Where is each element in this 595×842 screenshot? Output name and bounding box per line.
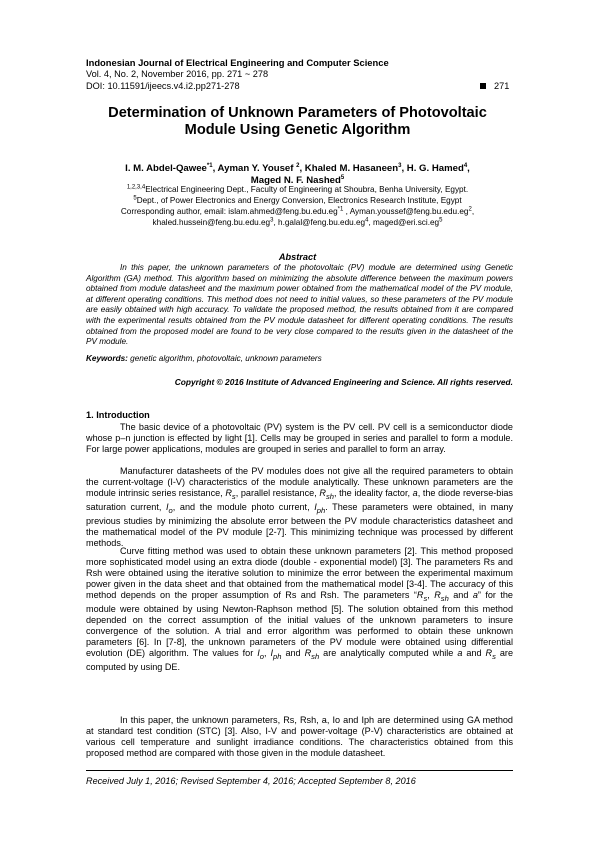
var-symbol: R [225,488,232,499]
journal-name: Indonesian Journal of Electrical Engineering and Computer Science [86,57,389,68]
email-text[interactable]: Corresponding author, email: islam.ahmed@feng.bu.edu.eg [120,207,338,216]
variable [166,501,173,515]
email-sup: 4 [365,217,369,224]
abstract-heading: Abstract [278,252,317,262]
affiliation-text: Dept., of Power Electronics and Energy Conversion, Electronics Research Institute, Egypt [136,196,462,205]
abstract-text: In this paper, the unknown parameters of the photovoltaic (PV) module are determined using Genetic Algorithm (GA) method. This algorithm based on minimizing the absolute difference between the maximum powers obtained from module datasheet and the maximum power obtained from the mathematical model of the PV module, at different operating conditions. This method does not need to initial values, so these parameters of the PV module are easily obtained with high accuracy. To validate the proposed method, the results obtained from it are compared with the experimental results obtained from the PV module datasheet for different operating conditions. The results obtained from the proposed model are found to be very close compared to the results given in the datasheet of the PV module. [86,263,513,347]
author-name: , H. G. Hamed [401,163,464,174]
title-line-1: Determination of Unknown Parameters of Photovoltaic [108,105,487,121]
variable [416,590,428,603]
paragraph-1: The basic device of a photovoltaic (PV) system is the PV cell. PV cell is a semiconductor diode whose p–n junction is effected by light [1]. Cells may be grouped in series and parallel to form a module. For large power applications, modules are grouped in series and parallel to form an array. [86,422,513,455]
title-line-2: Module Using Genetic Algorithm [184,122,411,138]
variable [304,648,320,662]
var-subscript: sh [311,652,320,662]
copyright-notice: Copyright © 2016 Institute of Advanced Engineering and Science. All rights reserved. [174,377,513,387]
author-sup: 4 [463,162,468,169]
author-separator: , [467,163,470,174]
corresponding-author-line-1 [60,207,535,217]
section-heading: 1. Introduction [86,410,150,420]
author-name: , Ayman Y. Yousef [212,163,294,174]
var-subscript: sh [325,491,334,501]
var-symbol: R [319,488,326,499]
var-subscript: o [168,505,173,515]
author-sup: 3 [398,162,402,169]
variable [485,648,496,662]
author-name: Maged N. F. Nashed [250,175,341,186]
email-sup: 2 [468,206,472,213]
affiliation-2 [60,196,535,206]
var-symbol: R [485,648,493,659]
email-text[interactable]: , Ayman.youssef@feng.bu.edu.eg [343,207,469,216]
affiliation-text: Electrical Engineering Dept., Faculty of Engineering at Shoubra, Benha University, Egypt. [145,185,469,194]
var-symbol: I [166,501,169,512]
email-text[interactable]: , maged@eri.sci.eg [368,218,440,227]
var-symbol: I [270,648,274,659]
text-run: , the diode reverse-bias saturation current, [86,488,513,512]
variable [314,501,326,515]
variable: a [457,648,463,659]
text-run: , [264,648,271,659]
keywords [86,354,322,363]
variable [225,488,236,501]
var-symbol: I [257,648,260,659]
keywords-label: Keywords: [86,354,128,363]
volume-info: Vol. 4, No. 2, November 2016, pp. 271 ~ 278 [86,69,269,79]
email-sup: 3 [270,217,274,224]
text-run: and [448,590,473,601]
corresponding-author-line-2 [60,218,535,228]
variable: a [472,590,478,601]
var-symbol: R [304,648,312,659]
paper-title [60,105,535,139]
footer-divider [86,770,513,771]
var-symbol: R [416,590,424,601]
text-run: are analytically computed while [319,648,458,659]
paragraph-2 [86,466,513,549]
keywords-text: genetic algorithm, photovoltaic, unknown parameters [127,354,322,363]
text-run: and [462,648,486,659]
author-line-1 [60,163,535,175]
square-bullet-icon [480,83,486,89]
email-sup: 5 [439,217,443,224]
author-sup: 2 [296,162,300,169]
var-subscript: s [423,594,428,603]
email-text[interactable]: , h.galal@feng.bu.edu.eg [273,218,366,227]
text-run: Manufacturer datasheets of the PV modules does not give all the required parameters to obtain the current-voltage (I-V) characteristics of the module analytically. These unknown parameters are the module intrinsic series resistance, [86,466,513,499]
var-subscript: o [259,652,264,662]
text-run: are computed by using DE. [86,648,514,673]
doi-link[interactable]: DOI: 10.11591/ijeecs.v4.i2.pp271-278 [86,81,240,91]
email-separator: , [471,207,475,216]
author-name: , Khaled M. Hasaneen [299,163,399,174]
page-number: 271 [494,81,510,91]
var-subscript: ph [316,505,326,515]
text-run: , [427,590,435,601]
text-run: , and the module photo current, [172,501,315,512]
email-text[interactable]: khaled.hussein@feng.bu.edu.eg [152,218,271,227]
paragraph-4: In this paper, the unknown parameters, Rs, Rsh, a, Io and Iph are determined using GA method at standard test condition (STC) [3]. Also, I-V and power-voltage (P-V) characteristics are obtained at various cell temperature and sunlight irradiance conditions. The characteristics obtained from this proposed method are compared with those given in the module datasheet. [86,715,513,759]
var-subscript: s [492,652,496,662]
affiliation-1 [60,185,535,195]
affiliation-sup: 1,2,3,4 [126,184,146,191]
paragraph-3 [86,546,513,673]
var-subscript: s [231,491,236,501]
variable [270,648,282,662]
text-run: ” for the module were obtained by using Newton-Raphson method [5]. The solution obtained from this method depended on the correct assumption of the initial values of the unknown parameters to insure convergence of the solution. A trial and error algorithm was performed to obtain these unknown parameters [6]. In [7-8], the unknown parameters of the PV module were obtained using differential evolution (DE) algorithm. The values for [86,590,513,659]
var-symbol: R [434,590,441,601]
affiliation-sup: 5 [133,195,137,202]
text-run: , the ideality factor, [333,488,413,499]
author-name: I. M. Abdel-Qawee [125,163,207,174]
var-subscript: sh [440,594,449,603]
text-run: Curve fitting method was used to obtain these unknown parameters [2]. This method proposed more sophisticated model using an extra diode (double - exponential model) [3]. The parameters Rs and Rsh were obtained using the iterative solution to minimize the error between the experimental maximum power given in the data sheet and that obtained from the mathematical model [3-4]. The accuracy of this method depends on the proper assumption of Rs and Rsh. The parameters “ [86,546,513,601]
variable [319,488,334,501]
received-dates: Received July 1, 2016; Revised September 4, 2016; Accepted September 8, 2016 [86,776,416,786]
var-subscript: ph [273,652,282,662]
var-symbol: I [314,501,317,512]
author-sup: 5 [340,174,345,181]
variable: a [412,488,418,499]
variable [434,590,449,603]
variable [257,648,264,662]
text-run: and [281,648,305,659]
author-sup: *1 [206,162,213,169]
text-run: . These parameters were obtained, in many previous studies by minimizing the absolute error between the PV module characteristics datasheet and the mathematical model of the PV module [2-7]. This minimizing technique was processed by different methods. [86,501,513,548]
email-sup: *1 [337,206,344,213]
text-run: , parallel resistance, [235,488,320,499]
